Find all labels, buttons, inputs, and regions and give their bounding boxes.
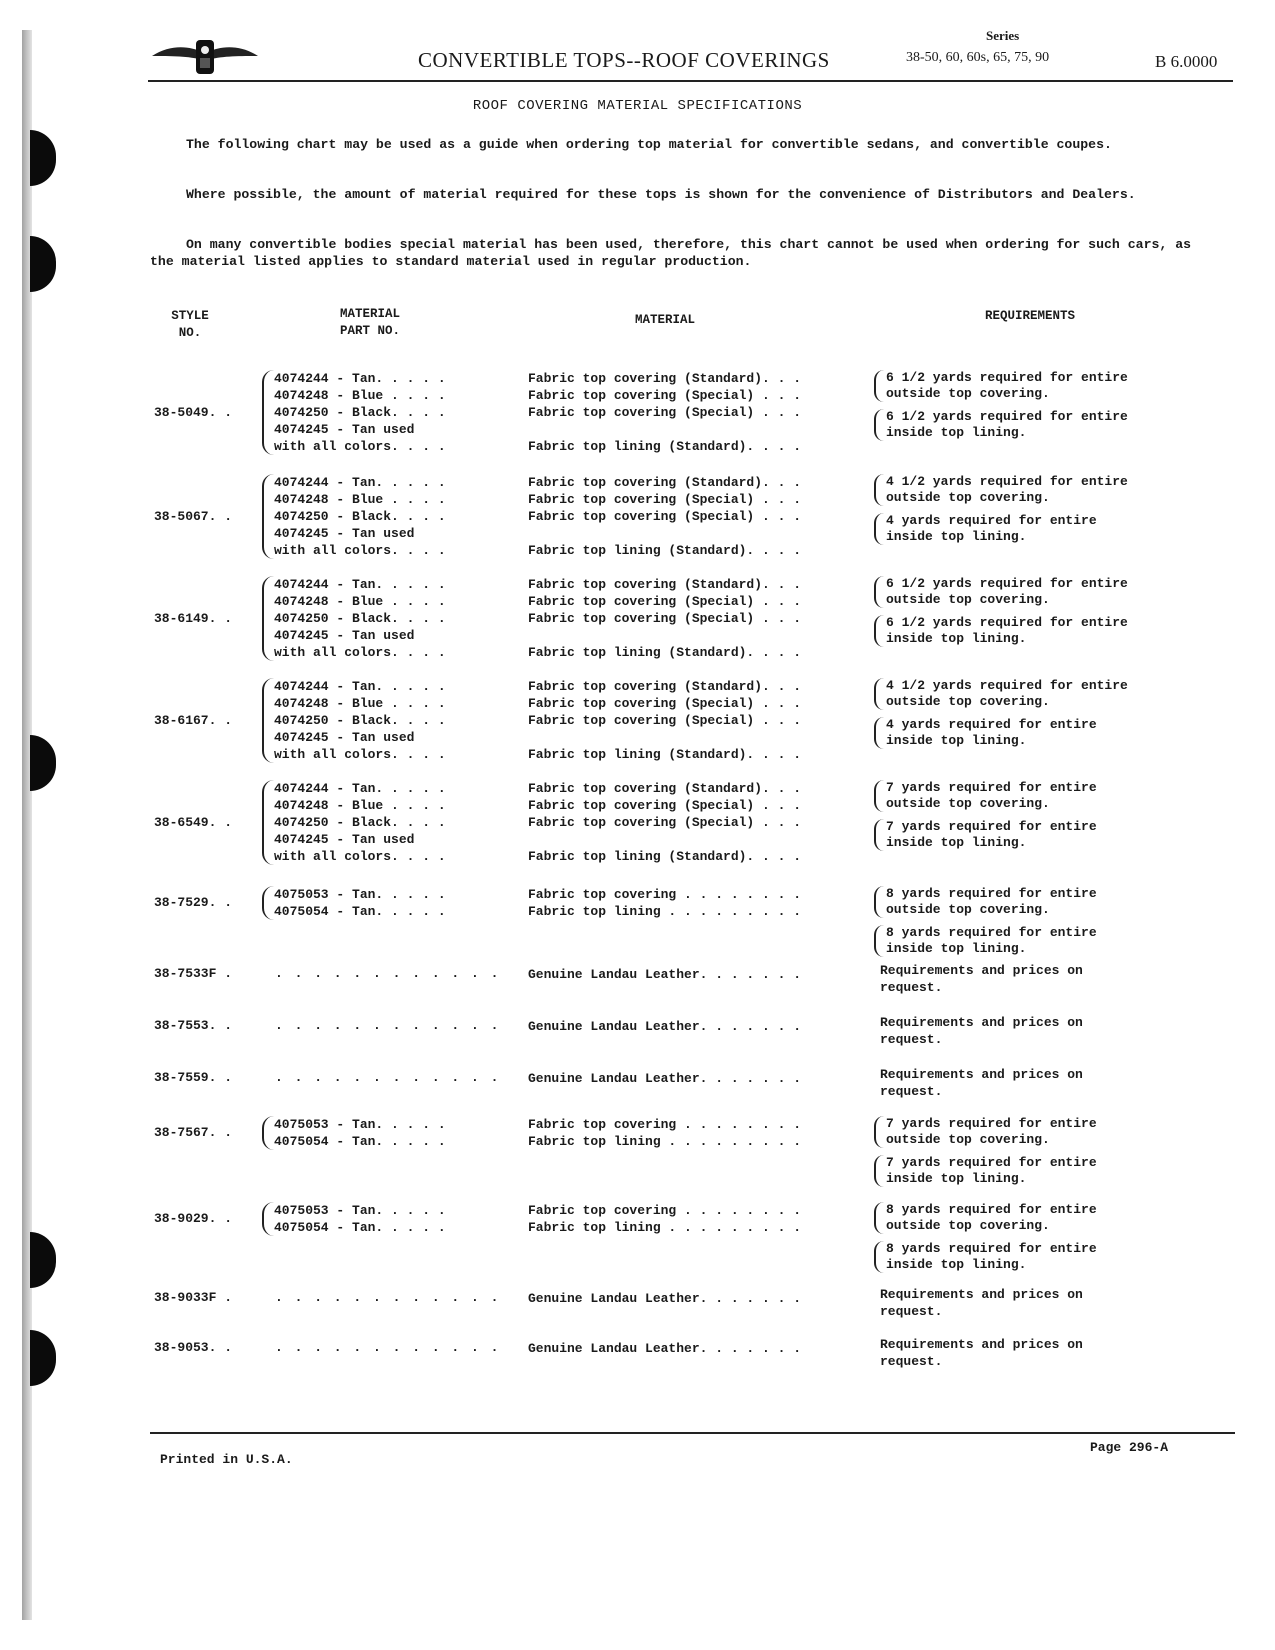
requirement-line: outside top covering.	[886, 490, 1050, 505]
part-number: 4074245 - Tan used	[274, 628, 415, 643]
punch-hole	[30, 735, 56, 791]
part-number: 4074248 - Blue . . . .	[274, 798, 446, 813]
part-number: with all colors. . . .	[274, 747, 446, 762]
style-number: 38-5067. .	[154, 508, 233, 524]
materials	[528, 780, 801, 865]
part-number: 4075053 - Tan. . . . .	[274, 1117, 446, 1132]
requirement-block	[874, 886, 1097, 918]
requirement-block	[874, 819, 1097, 851]
requirements	[874, 474, 1128, 552]
requirements	[874, 780, 1097, 858]
requirement-block	[874, 1202, 1097, 1234]
part-numbers	[262, 1202, 446, 1236]
part-numbers	[262, 474, 446, 559]
requirement-line: outside top covering.	[886, 902, 1050, 917]
col-header-part: MATERIAL PART NO.	[339, 307, 400, 338]
requirement-line: 4 yards required for entire	[886, 513, 1097, 528]
requirement-line: 4 1/2 yards required for entire	[886, 678, 1128, 693]
requirement-block	[874, 780, 1097, 812]
style-number: 38-9033F .	[154, 1290, 233, 1305]
col-header-requirements: REQUIREMENTS	[984, 309, 1075, 323]
part-number: with all colors. . . .	[274, 849, 446, 864]
part-number: 4074248 - Blue . . . .	[274, 492, 446, 507]
requirement-line: request.	[880, 1304, 943, 1319]
requirement-line: request.	[880, 1032, 943, 1047]
requirement-line: 7 yards required for entire	[886, 780, 1097, 795]
materials	[528, 576, 801, 661]
requirement-block	[874, 925, 1097, 957]
requirement-line: 6 1/2 yards required for entire	[886, 409, 1128, 424]
style-number: 38-6549. .	[154, 814, 233, 830]
requirement-line: outside top covering.	[886, 1218, 1050, 1233]
material-desc: Fabric top covering (Special) . . .	[528, 405, 802, 420]
materials	[528, 1116, 801, 1150]
material-text: Genuine Landau Leather. . . . . . .	[528, 967, 802, 982]
part-number: 4074248 - Blue . . . .	[274, 388, 446, 403]
style-number: 38-9053. .	[154, 1340, 233, 1355]
series-label: Series	[986, 28, 1020, 43]
style-number: 38-7529. .	[154, 895, 233, 910]
requirement-block	[874, 1155, 1097, 1187]
style-number: 38-5049. .	[154, 404, 233, 420]
punch-hole	[30, 236, 56, 292]
page-number: Page 296-A	[1090, 1440, 1169, 1455]
requirement-block	[874, 1116, 1097, 1148]
material-desc: Fabric top covering . . . . . . . .	[528, 1203, 802, 1218]
part-number: 4074248 - Blue . . . .	[274, 594, 446, 609]
part-number: with all colors. . . .	[274, 645, 446, 660]
material-desc: Fabric top lining (Standard). . . .	[528, 543, 802, 558]
requirement-line: Requirements and prices on	[880, 1067, 1083, 1082]
material-desc	[528, 627, 801, 644]
leader-dots: . . . . . . . . . . . .	[275, 1018, 501, 1033]
part-number: 4074245 - Tan used	[274, 730, 415, 745]
intro-paragraph: Where possible, the amount of material required for these tops is shown for the convenience of Distributors and Dealers.	[186, 187, 1136, 202]
col-header-material: MATERIAL	[634, 313, 695, 327]
col-header-style: STYLE NO.	[171, 309, 209, 340]
requirement-line: outside top covering.	[886, 386, 1050, 401]
requirement-line: 6 1/2 yards required for entire	[886, 576, 1128, 591]
materials	[528, 886, 801, 920]
requirement-line: outside top covering.	[886, 592, 1050, 607]
requirement-line: outside top covering.	[886, 694, 1050, 709]
part-number: 4074244 - Tan. . . . .	[274, 781, 446, 796]
requirement-line: request.	[880, 1354, 943, 1369]
requirements	[880, 962, 1083, 996]
requirement-line: 8 yards required for entire	[886, 925, 1097, 940]
material-desc: Fabric top covering (Standard). . .	[528, 781, 802, 796]
requirement-line: inside top lining.	[886, 631, 1027, 646]
requirement-line: 8 yards required for entire	[886, 1202, 1097, 1217]
requirements	[880, 1286, 1083, 1320]
series-models: 38-50, 60, 60s, 65, 75, 90	[906, 50, 1050, 65]
material-text: Genuine Landau Leather. . . . . . .	[528, 1291, 802, 1306]
material-desc	[528, 831, 801, 848]
material-desc: Fabric top lining (Standard). . . .	[528, 747, 802, 762]
material-text: Genuine Landau Leather. . . . . . .	[528, 1019, 802, 1034]
material-desc: Fabric top lining . . . . . . . . .	[528, 1220, 802, 1235]
spec-title: ROOF COVERING MATERIAL SPECIFICATIONS	[472, 98, 803, 114]
requirement-line: 8 yards required for entire	[886, 1241, 1097, 1256]
material-desc	[528, 1018, 801, 1035]
part-number: 4075053 - Tan. . . . .	[274, 887, 446, 902]
intro-paragraph: The following chart may be used as a guide when ordering top material for convertible sedans, and convertible coupes.	[186, 137, 1112, 152]
part-number: 4074244 - Tan. . . . .	[274, 577, 446, 592]
material-desc: Fabric top lining . . . . . . . . .	[528, 1134, 802, 1149]
part-numbers	[262, 370, 446, 455]
requirements	[874, 370, 1128, 448]
requirements	[874, 576, 1128, 654]
leader-dots: . . . . . . . . . . . .	[275, 1070, 501, 1085]
requirement-line: 8 yards required for entire	[886, 886, 1097, 901]
material-desc: Fabric top lining . . . . . . . . .	[528, 904, 802, 919]
requirement-line: 7 yards required for entire	[886, 1155, 1097, 1170]
material-desc: Fabric top lining (Standard). . . .	[528, 645, 802, 660]
requirement-block	[874, 1241, 1097, 1273]
style-number: 38-7559. .	[154, 1070, 233, 1085]
header-rule	[148, 80, 1233, 82]
requirement-block	[874, 717, 1128, 749]
punch-hole	[30, 130, 56, 186]
requirement-block	[874, 576, 1128, 608]
material-desc: Fabric top covering (Special) . . .	[528, 815, 802, 830]
part-number: 4075054 - Tan. . . . .	[274, 904, 446, 919]
printed-note: Printed in U.S.A.	[160, 1452, 293, 1467]
material-desc: Fabric top lining (Standard). . . .	[528, 849, 802, 864]
requirement-line: 6 1/2 yards required for entire	[886, 370, 1128, 385]
part-number: 4074250 - Black. . . .	[274, 509, 446, 524]
requirement-line: request.	[880, 1084, 943, 1099]
requirement-block	[874, 474, 1128, 506]
part-number: 4074245 - Tan used	[274, 422, 415, 437]
style-number: 38-7553. .	[154, 1018, 233, 1033]
requirement-line: inside top lining.	[886, 941, 1027, 956]
punch-hole	[30, 1330, 56, 1386]
style-number: 38-7533F .	[154, 966, 233, 981]
material-desc: Fabric top covering (Standard). . .	[528, 577, 802, 592]
part-number: 4074250 - Black. . . .	[274, 713, 446, 728]
requirement-line: inside top lining.	[886, 529, 1027, 544]
material-desc: Fabric top covering (Standard). . .	[528, 679, 802, 694]
requirement-block	[874, 678, 1128, 710]
style-number: 38-6149. .	[154, 610, 233, 626]
part-number: 4075053 - Tan. . . . .	[274, 1203, 446, 1218]
requirement-line: Requirements and prices on	[880, 1337, 1083, 1352]
requirement-block	[874, 409, 1128, 441]
part-number: 4074245 - Tan used	[274, 526, 415, 541]
material-desc: Fabric top covering (Special) . . .	[528, 388, 802, 403]
material-desc: Fabric top covering (Special) . . .	[528, 611, 802, 626]
requirements	[880, 1066, 1083, 1100]
materials	[528, 370, 801, 455]
part-number: 4074248 - Blue . . . .	[274, 696, 446, 711]
material-desc: Fabric top covering (Special) . . .	[528, 798, 802, 813]
part-numbers	[262, 1116, 446, 1150]
material-desc: Fabric top covering (Special) . . .	[528, 713, 802, 728]
part-number: 4074244 - Tan. . . . .	[274, 371, 446, 386]
requirement-line: 7 yards required for entire	[886, 819, 1097, 834]
part-number: with all colors. . . .	[274, 543, 446, 558]
requirement-line: request.	[880, 980, 943, 995]
part-number: 4074244 - Tan. . . . .	[274, 475, 446, 490]
leader-dots: . . . . . . . . . . . .	[275, 966, 501, 981]
part-numbers	[262, 678, 446, 763]
requirement-block	[874, 615, 1128, 647]
material-desc	[528, 525, 801, 542]
material-desc	[528, 1070, 801, 1087]
requirements	[874, 678, 1128, 756]
punch-hole	[30, 1232, 56, 1288]
leader-dots: . . . . . . . . . . . .	[275, 1340, 501, 1355]
material-desc	[528, 1290, 801, 1307]
requirement-line: inside top lining.	[886, 1257, 1027, 1272]
part-number: 4074244 - Tan. . . . .	[274, 679, 446, 694]
style-number: 38-7567. .	[154, 1125, 233, 1140]
requirement-line: inside top lining.	[886, 835, 1027, 850]
requirement-line: 6 1/2 yards required for entire	[886, 615, 1128, 630]
part-number: 4074250 - Black. . . .	[274, 611, 446, 626]
requirements	[874, 886, 1097, 964]
requirement-line: inside top lining.	[886, 425, 1027, 440]
part-numbers	[262, 576, 446, 661]
material-text: Genuine Landau Leather. . . . . . .	[528, 1341, 802, 1356]
material-desc: Fabric top covering (Standard). . .	[528, 475, 802, 490]
part-number: 4075054 - Tan. . . . .	[274, 1134, 446, 1149]
requirement-line: 4 1/2 yards required for entire	[886, 474, 1128, 489]
requirement-line: inside top lining.	[886, 733, 1027, 748]
part-number: 4074250 - Black. . . .	[274, 405, 446, 420]
leader-dots: . . . . . . . . . . . .	[275, 1290, 501, 1305]
section-number: B 6.0000	[1155, 52, 1218, 71]
requirement-line: Requirements and prices on	[880, 963, 1083, 978]
requirement-block	[874, 513, 1128, 545]
requirement-line: outside top covering.	[886, 796, 1050, 811]
part-numbers	[262, 886, 446, 920]
materials	[528, 678, 801, 763]
requirements	[874, 1202, 1097, 1280]
part-numbers	[262, 780, 446, 865]
winged-emblem-logo	[150, 34, 260, 80]
material-desc	[528, 1340, 801, 1357]
material-desc: Fabric top covering (Special) . . .	[528, 509, 802, 524]
style-number: 38-9029. .	[154, 1211, 233, 1226]
requirement-line: outside top covering.	[886, 1132, 1050, 1147]
material-desc: Fabric top lining (Standard). . . .	[528, 439, 802, 454]
requirements	[874, 1116, 1097, 1194]
material-desc: Fabric top covering (Standard). . .	[528, 371, 802, 386]
requirement-line: inside top lining.	[886, 1171, 1027, 1186]
requirement-line: Requirements and prices on	[880, 1287, 1083, 1302]
requirement-line: 4 yards required for entire	[886, 717, 1097, 732]
part-number: 4075054 - Tan. . . . .	[274, 1220, 446, 1235]
footer-rule	[150, 1432, 1235, 1434]
material-desc: Fabric top covering . . . . . . . .	[528, 887, 802, 902]
part-number: 4074245 - Tan used	[274, 832, 415, 847]
material-desc: Fabric top covering (Special) . . .	[528, 594, 802, 609]
part-number: with all colors. . . .	[274, 439, 446, 454]
requirements	[880, 1014, 1083, 1048]
header-title: CONVERTIBLE TOPS--ROOF COVERINGS	[418, 48, 830, 72]
style-number: 38-6167. .	[154, 712, 233, 728]
requirement-block	[874, 370, 1128, 402]
intro-paragraph: On many convertible bodies special material has been used, therefore, this chart cannot be used when ordering for such cars, as the material listed applies to standard material used in regular production.	[150, 237, 1192, 269]
materials	[528, 474, 801, 559]
requirements	[880, 1336, 1083, 1370]
part-number: 4074250 - Black. . . .	[274, 815, 446, 830]
material-desc: Fabric top covering (Special) . . .	[528, 696, 802, 711]
requirement-line: 7 yards required for entire	[886, 1116, 1097, 1131]
material-desc	[528, 966, 801, 983]
material-desc: Fabric top covering (Special) . . .	[528, 492, 802, 507]
requirement-line: Requirements and prices on	[880, 1015, 1083, 1030]
material-desc	[528, 729, 801, 746]
materials	[528, 1202, 801, 1236]
material-desc: Fabric top covering . . . . . . . .	[528, 1117, 802, 1132]
material-desc	[528, 421, 801, 438]
material-text: Genuine Landau Leather. . . . . . .	[528, 1071, 802, 1086]
